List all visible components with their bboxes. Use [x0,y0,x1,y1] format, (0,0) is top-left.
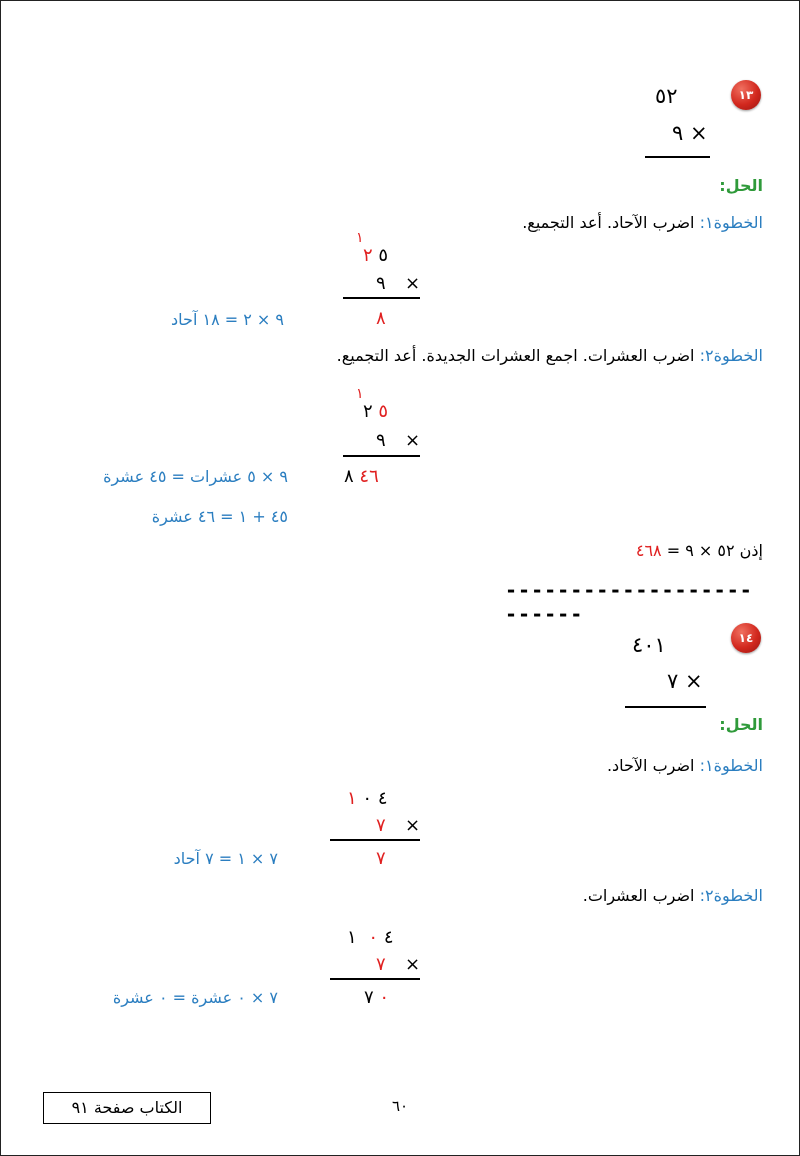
q13-step1-line [522,212,763,234]
q13-solution-label: الحل: [719,176,763,195]
q14-result-line [625,706,706,708]
q13-multiplier: ٩ × [672,121,708,145]
q13-step1-text: اضرب الآحاد. أعد التجميع. [522,213,695,232]
q14-top-number: ٤٠١ [632,633,666,657]
q13-step2-note2: ٤٥ + ١ = ٤٦ عشرة [151,507,288,526]
q13-conclusion [636,540,763,562]
q14-step2-label: الخطوة٢: [699,886,763,905]
q14-step2-note: ٧ × ٠ عشرة = ٠ عشرة [112,988,278,1007]
q13-top-number: ٥٢ [655,84,678,108]
q14-step2-result-black: ٧ [364,987,374,1008]
q13-step1-times: × [405,273,421,294]
q14-step1-top-plain: ٤ ٠ [362,788,388,809]
q14-step2-top-left: ٤ [383,927,394,948]
q13-step2-result [340,466,379,488]
q13-step1-ones-digit: ٢ [363,245,373,266]
q14-step2-result-red: ٠ [379,987,390,1008]
q14-step1-line [607,755,763,777]
q13-step2-text: اضرب العشرات. اجمع العشرات الجديدة. أعد التجميع. [336,346,695,365]
q14-step2-times: × [405,954,421,975]
page-number: ٦٠ [392,1097,409,1115]
q13-step2-tens-digit: ٥ [378,401,389,422]
q14-step1-times: × [405,815,421,836]
q13-step1-note: ٩ × ٢ = ١٨ آحاد [171,310,284,329]
q14-step1-note: ٧ × ١ = ٧ آحاد [173,849,278,868]
q13-step2-note1: ٩ × ٥ عشرات = ٤٥ عشرة [103,467,288,486]
q13-step1-tens-digit: ٥ [378,245,389,266]
q13-step2-times: × [405,430,421,451]
q13-step1-line-bar [343,297,420,299]
q13-step1-top [357,245,388,267]
q13-step2-line [337,345,763,367]
q13-step1-mult-digit: ٩ [376,273,386,294]
q13-step2-mult-digit: ٩ [376,430,386,451]
q13-step2-ones-digit: ٢ [363,401,373,422]
q14-step1-text: اضرب الآحاد. [606,756,695,775]
book-reference-box: الكتاب صفحة ٩١ [43,1092,211,1124]
q14-step2-line [583,885,763,907]
q14-step1-line-bar [330,839,420,841]
q13-conclusion-prefix: إذن [739,541,763,560]
q14-step1-top [341,788,387,810]
q14-step2-line-bar [330,978,420,980]
q14-step1-result: ٧ [376,848,386,869]
q13-result-line [645,156,710,158]
q14-step1-top-red: ١ [347,788,357,809]
q13-step2-top [357,401,388,423]
q14-step2-top [341,927,393,949]
q13-step1-carry: ١ [356,230,364,246]
q14-step1-mult-digit: ٧ [376,815,386,836]
question-14-badge: ١٤ [731,623,761,653]
q13-step1-label: الخطوة١: [699,213,763,232]
q14-step2-top-red: ٠ [368,927,379,948]
q14-step2-top-right: ١ [347,927,357,948]
q14-step2-result [358,987,389,1009]
q14-multiplier: ٧ × [667,669,703,693]
q14-step1-label: الخطوة١: [699,756,763,775]
q13-step2-result-black: ٨ [344,466,354,487]
q14-solution-label: الحل: [719,715,763,734]
q13-step2-result-red: ٤٦ [359,466,379,487]
section-separator: ------------------------- [505,578,753,626]
q13-conclusion-expr: ٥٢ × ٩ = [666,541,735,560]
q13-conclusion-result: ٤٦٨ [635,541,662,560]
q13-step2-carry: ١ [356,386,364,402]
q13-step1-result: ٨ [376,308,386,329]
q13-step2-line-bar [343,455,420,457]
q14-step2-text: اضرب العشرات. [582,886,695,905]
question-13-badge: ١٣ [731,80,761,110]
q14-step2-mult-digit: ٧ [376,954,386,975]
q13-step2-label: الخطوة٢: [699,346,763,365]
